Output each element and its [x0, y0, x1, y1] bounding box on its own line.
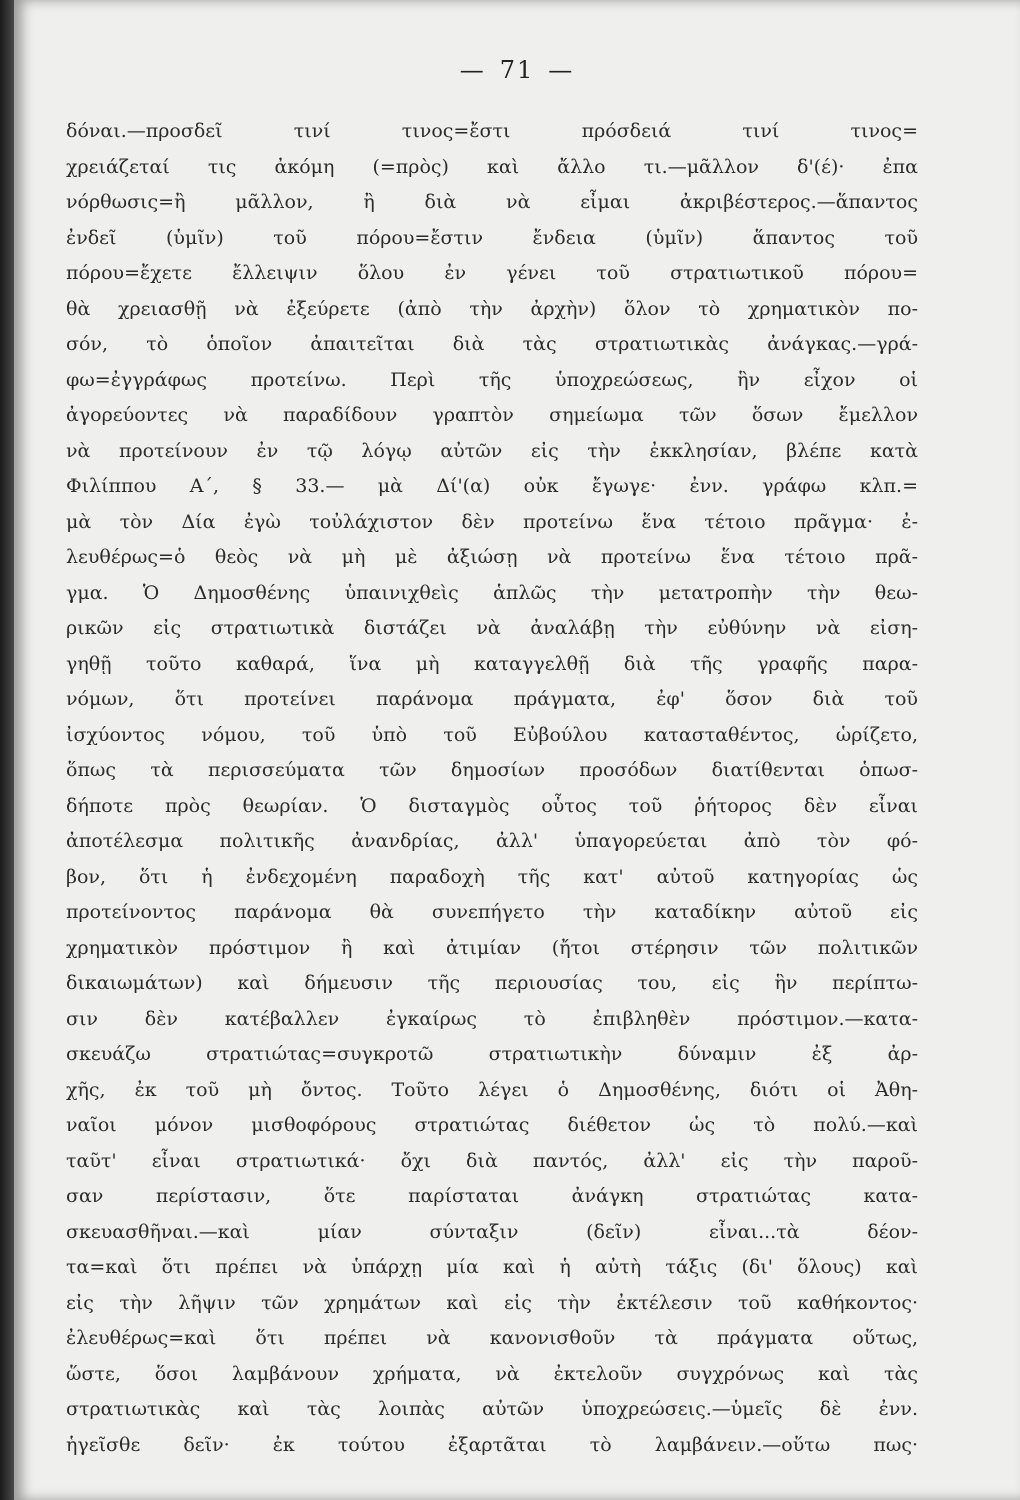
text-line: ναῖοι μόνον μισθοφόρους στρατιώτας διέθετον ὡς τὸ πολύ.—καὶ — [66, 1114, 918, 1136]
book-page — [14, 0, 1020, 1500]
text-line: γμα. Ὁ Δημοσθένης ὑπαινιχθεὶς ἁπλῶς τὴν μετατροπὴν τὴν θεω- — [66, 581, 918, 604]
text-line: ἐλευθέρως=καὶ ὅτι πρέπει νὰ κανονισθοῦν τὰ πράγματα οὕτως, — [66, 1327, 918, 1349]
text-line: ρικῶν εἰς στρατιωτικὰ διστάζει νὰ ἀναλάβῃ τὴν εὐθύνην νὰ εἰση- — [66, 617, 918, 639]
text-line: χρηματικὸν πρόστιμον ἢ καὶ ἀτιμίαν (ἤτοι στέρησιν τῶν πολιτικῶν — [66, 936, 918, 959]
text-line: χῆς, ἐκ τοῦ μὴ ὄντος. Τοῦτο λέγει ὁ Δημοσθένης, διότι οἱ Ἀθη- — [66, 1078, 918, 1101]
text-line: εἰς τὴν λῆψιν τῶν χρημάτων καὶ εἰς τὴν ἐκτέλεσιν τοῦ καθήκοντος· — [66, 1291, 918, 1314]
text-line: ὥστε, ὅσοι λαμβάνουν χρήματα, νὰ ἐκτελοῦν συγχρόνως καὶ τὰς — [66, 1362, 918, 1385]
text-line: ταῦτ' εἶναι στρατιωτικά· ὄχι διὰ παντός, ἀλλ' εἰς τὴν παροῦ- — [66, 1149, 918, 1172]
header-dash-right: — — [548, 56, 575, 84]
text-line: φω=ἐγγράφως προτείνω. Περὶ τῆς ὑποχρεώσεως, ἣν εἶχον οἱ — [66, 368, 918, 391]
page-number: 71 — [499, 56, 535, 84]
text-line: νόρθωσις=ἢ μᾶλλον, ἢ διὰ νὰ εἶμαι ἀκριβέστερος.—ἅπαντος — [66, 191, 918, 213]
text-line: ὅπως τὰ περισσεύματα τῶν δημοσίων προσόδων διατίθενται ὁπωσ- — [66, 759, 918, 781]
text-line: τα=καὶ ὅτι πρέπει νὰ ὑπάρχῃ μία καὶ ἡ αὐτὴ τάξις (δι' ὅλους) καὶ — [66, 1256, 918, 1278]
text-line: ἡγεῖσθε δεῖν· ἐκ τούτου ἐξαρτᾶται τὸ λαμβάνειν.—οὕτω πως· — [66, 1433, 918, 1456]
text-line: σαν περίστασιν, ὅτε παρίσταται ἀνάγκη στρατιώτας κατα- — [66, 1185, 918, 1207]
text-line: δικαιωμάτων) καὶ δήμευσιν τῆς περιουσίας του, εἰς ἣν περίπτω- — [66, 972, 918, 994]
header-dash-left: — — [459, 56, 486, 84]
text-line: γηθῇ τοῦτο καθαρά, ἵνα μὴ καταγγελθῇ διὰ τῆς γραφῆς παρα- — [66, 652, 918, 675]
text-line: χρειάζεταί τις ἀκόμη (=πρὸς) καὶ ἄλλο τι.—μᾶλλον δ'(έ)· ἐπα — [66, 155, 918, 178]
text-line: νὰ προτείνουν ἐν τῷ λόγῳ αὐτῶν εἰς τὴν ἐκκλησίαν, βλέπε κατὰ — [66, 439, 918, 462]
text-line: σιν δὲν κατέβαλλεν ἐγκαίρως τὸ ἐπιβληθὲν πρόστιμον.—κατα- — [66, 1007, 918, 1030]
text-line: προτείνοντος παράνομα θὰ συνεπήγετο τὴν καταδίκην αὐτοῦ εἰς — [66, 901, 918, 923]
body-text — [66, 114, 918, 1463]
text-line: πόρου=ἔχετε ἔλλειψιν ὅλου ἐν γένει τοῦ στρατιωτικοῦ πόρου= — [66, 262, 918, 284]
text-line: ἀγορεύοντες νὰ παραδίδουν γραπτὸν σημείωμα τῶν ὅσων ἔμελλον — [66, 404, 918, 426]
text-line: ἀποτέλεσμα πολιτικῆς ἀνανδρίας, ἀλλ' ὑπαγορεύεται ἀπὸ τὸν φό- — [66, 830, 918, 852]
text-line: μὰ τὸν Δία ἐγὼ τοὐλάχιστον δὲν προτείνω ἕνα τέτοιο πρᾶγμα· ἐ- — [66, 510, 918, 533]
text-line: θὰ χρειασθῇ νὰ ἐξεύρετε (ἀπὸ τὴν ἀρχὴν) ὅλον τὸ χρηματικὸν πο- — [66, 297, 918, 320]
book-spine-shadow — [0, 0, 14, 1500]
text-line: βον, ὅτι ἡ ἐνδεχομένη παραδοχὴ τῆς κατ' αὐτοῦ κατηγορίας ὡς — [66, 865, 918, 888]
text-line: σόν, τὸ ὁποῖον ἀπαιτεῖται διὰ τὰς στρατιωτικὰς ἀνάγκας.—γρά- — [66, 333, 918, 355]
text-line: στρατιωτικὰς καὶ τὰς λοιπὰς αὐτῶν ὑποχρεώσεις.—ὑμεῖς δὲ ἐνν. — [66, 1398, 918, 1420]
text-line: Φιλίππου Α´, § 33.— μὰ Δί'(α) οὐκ ἔγωγε· ἐνν. γράφω κλπ.= — [66, 475, 918, 497]
text-line: σκευασθῆναι.—καὶ μίαν σύνταξιν (δεῖν) εἶναι...τὰ δέον- — [66, 1220, 918, 1243]
text-line: δόναι.—προσδεῖ τινί τινος=ἔστι πρόσδειά τινί τινος= — [66, 120, 918, 142]
page-number-header — [14, 56, 1020, 84]
text-line: λευθέρως=ὁ θεὸς νὰ μὴ μὲ ἀξιώσῃ νὰ προτείνω ἕνα τέτοιο πρᾶ- — [66, 546, 918, 568]
text-line: ἐνδεῖ (ὑμῖν) τοῦ πόρου=ἔστιν ἔνδεια (ὑμῖν) ἅπαντος τοῦ — [66, 226, 918, 249]
text-line: δήποτε πρὸς θεωρίαν. Ὁ δισταγμὸς οὗτος τοῦ ῥήτορος δὲν εἶναι — [66, 794, 918, 817]
text-line: ἰσχύοντος νόμου, τοῦ ὑπὸ τοῦ Εὐβούλου κατασταθέντος, ὡρίζετο, — [66, 723, 918, 746]
text-line: νόμων, ὅτι προτείνει παράνομα πράγματα, ἐφ' ὅσον διὰ τοῦ — [66, 688, 918, 710]
text-line: σκευάζω στρατιώτας=συγκροτῶ στρατιωτικὴν δύναμιν ἐξ ἀρ- — [66, 1043, 918, 1065]
